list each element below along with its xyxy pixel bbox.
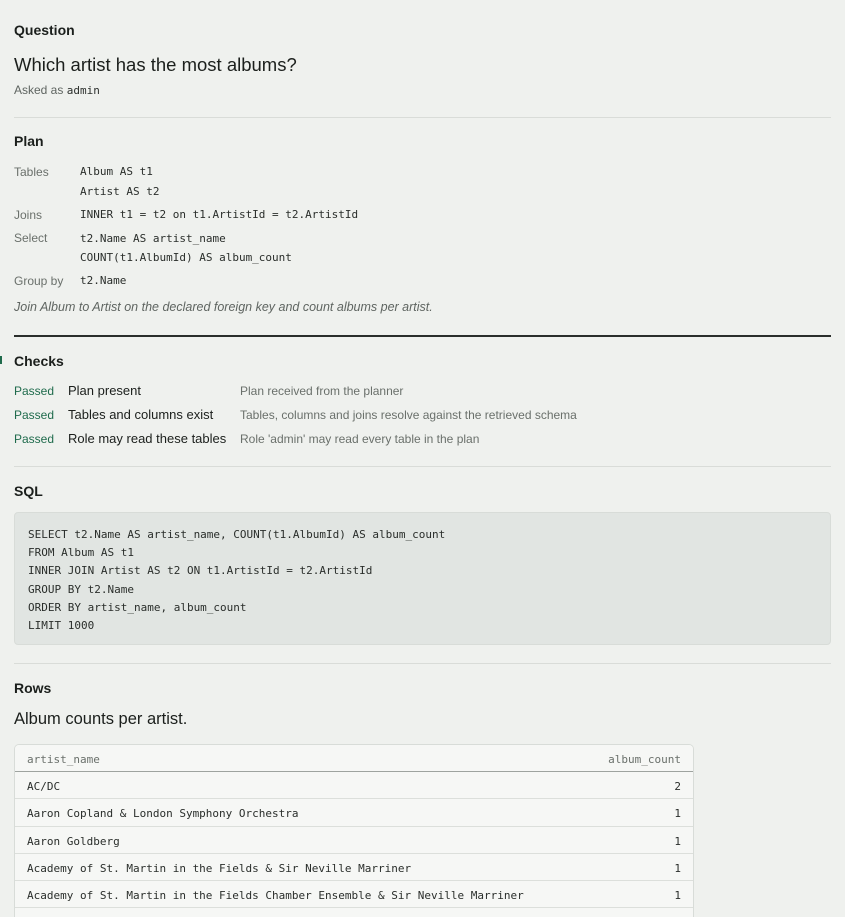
- plan-joins-label: Joins: [14, 208, 43, 222]
- cell-artist-name: AC/DC: [27, 780, 61, 793]
- sql-code-block[interactable]: [14, 512, 831, 645]
- check-row: [14, 407, 831, 425]
- table-header-row: [15, 745, 693, 772]
- sql-line: GROUP BY t2.Name: [28, 582, 134, 596]
- table-row: [15, 827, 693, 854]
- checks-section-title: Checks: [14, 353, 64, 369]
- cell-album-count: 2: [674, 780, 681, 793]
- sql-section-title: SQL: [14, 483, 43, 499]
- plan-select-label: Select: [14, 231, 48, 245]
- question-section: [14, 22, 831, 97]
- plan-table-2: Artist AS t2: [80, 185, 160, 198]
- column-header-artist-name[interactable]: artist_name: [27, 753, 100, 766]
- cell-album-count: 1: [674, 834, 681, 848]
- check-status-badge: Passed: [14, 432, 55, 446]
- cell-artist-name: Aaron Copland & London Symphony Orchestra: [27, 807, 299, 821]
- check-row: [14, 431, 831, 449]
- plan-tables-label: Tables: [14, 165, 49, 179]
- table-row: [15, 799, 693, 826]
- check-name: Tables and columns exist: [68, 407, 214, 422]
- cell-album-count: 1: [674, 861, 681, 875]
- plan-section-title: Plan: [14, 133, 44, 149]
- check-status-badge: Passed: [14, 384, 55, 398]
- cell-artist-name: Aaron Goldberg: [27, 834, 120, 848]
- check-name: Role may read these tables: [68, 431, 227, 446]
- plan-select-2: COUNT(t1.AlbumId) AS album_count: [80, 251, 292, 264]
- question-text: Which artist has the most albums?: [14, 54, 297, 75]
- rows-section-title: Rows: [14, 680, 52, 696]
- divider: [14, 466, 831, 467]
- asked-as-label: Asked as: [14, 83, 64, 97]
- asked-as: [14, 83, 100, 97]
- plan-join-1: INNER t1 = t2 on t1.ArtistId = t2.ArtistId: [80, 208, 359, 221]
- plan-select-1: t2.Name AS artist_name: [80, 232, 226, 245]
- table-row: [15, 772, 693, 799]
- active-section-marker: [0, 356, 2, 364]
- plan-note: Join Album to Artist on the declared foreign key and count albums per artist.: [14, 300, 433, 314]
- sql-line: SELECT t2.Name AS artist_name, COUNT(t1.AlbumId) AS album_count: [28, 528, 446, 541]
- sql-line: INNER JOIN Artist AS t2 ON t1.ArtistId = t2.ArtistId: [28, 564, 373, 578]
- table-row: [15, 881, 693, 908]
- divider-strong: [14, 335, 831, 337]
- table-row: [15, 854, 693, 881]
- plan-table-1: Album AS t1: [80, 165, 153, 178]
- check-name: Plan present: [68, 383, 141, 398]
- plan-group-1: t2.Name: [80, 274, 127, 287]
- table-row: [15, 908, 693, 917]
- sql-line: ORDER BY artist_name, album_count: [28, 600, 247, 614]
- column-header-album-count[interactable]: album_count: [608, 753, 681, 766]
- cell-artist-name: Academy of St. Martin in the Fields & Sir Neville Marriner: [27, 861, 412, 875]
- divider: [14, 663, 831, 664]
- cell-album-count: 1: [674, 889, 681, 903]
- question-section-title: Question: [14, 22, 75, 38]
- sql-line: FROM Album AS t1: [28, 546, 134, 560]
- asked-as-role: admin: [66, 84, 100, 97]
- check-row: [14, 383, 831, 401]
- check-description: Tables, columns and joins resolve against the retrieved schema: [240, 408, 577, 422]
- rows-caption: Album counts per artist.: [14, 710, 188, 728]
- check-description: Role 'admin' may read every table in the plan: [240, 432, 480, 446]
- sql-line: LIMIT 1000: [28, 618, 95, 632]
- cell-album-count: 1: [674, 807, 681, 821]
- plan-group-label: Group by: [14, 274, 64, 288]
- divider: [14, 117, 831, 118]
- check-description: Plan received from the planner: [240, 384, 404, 398]
- results-table: [14, 744, 694, 917]
- check-status-badge: Passed: [14, 408, 55, 422]
- cell-artist-name: Academy of St. Martin in the Fields Chamber Ensemble & Sir Neville Marriner: [27, 889, 524, 903]
